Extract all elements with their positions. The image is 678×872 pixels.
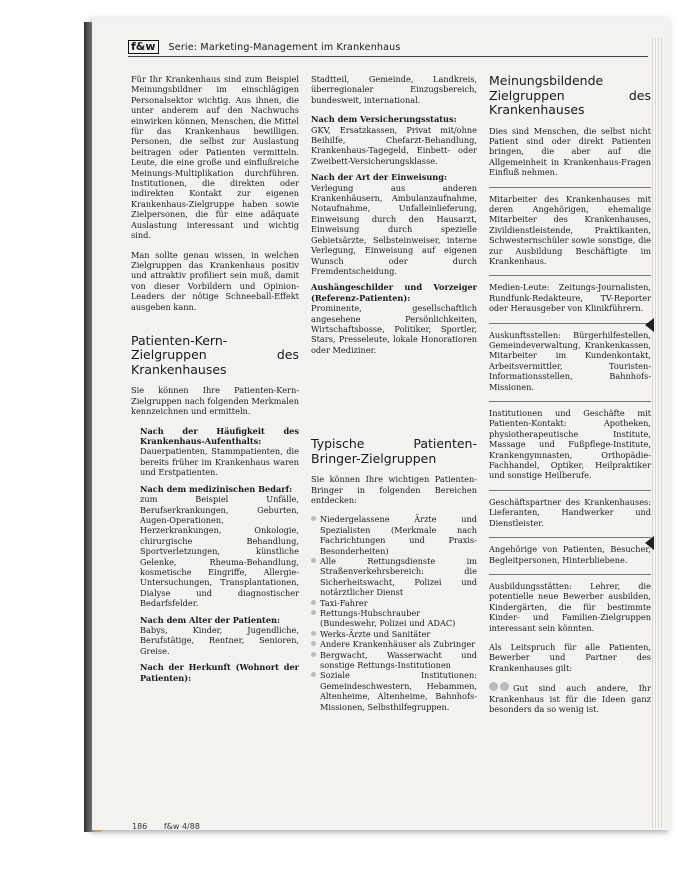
criterion-title: Aushängeschilder und Vorzeiger (Referenz-Patienten): <box>311 282 477 303</box>
paragraph: Medien-Leute: Zeitungs-Journalisten, Rundfunk-Redakteure, TV-Reporter oder Herausgeber von Klinikführern. <box>489 282 651 314</box>
criterion-block <box>131 484 299 609</box>
list-item: Werks-Ärzte und Sanitäter <box>311 629 477 639</box>
divider <box>489 537 651 538</box>
paragraph: Ausbildungsstätten: Lehrer, die potentielle neue Bewerber ausbilden, Kindergärten, die für bestimmte Kinder- und Familien-Zielgruppen interessant sein könnten. <box>489 580 651 633</box>
paragraph: Als Leitspruch für alle Patienten, Bewerber und Partner des Krankenhauses gilt: <box>489 641 651 673</box>
paragraph: Geschäftspartner des Krankenhauses: Lieferanten, Handwerker und Dienstleister. <box>489 496 651 528</box>
series-title: Serie: Marketing-Management im Krankenhaus <box>168 41 401 53</box>
list-item: Soziale Institutionen: Gemeindeschwestern, Hebammen, Altenheime, Altenheime, Bahnhofs-Missionen, Selbsthilfegruppen. <box>311 670 477 712</box>
criterion-text: Verlegung aus anderen Krankenhäusern, Ambulanzaufnahme, Notaufnahme, Unfalleinlieferung, Einweisung durch den Hausarzt, Einweisung durch spezielle Gebietsärzte, Selbsteinweiser, interne Verlegung, Einweisung auf eigenen Wunsch oder durch Fremdentscheidung. <box>311 182 477 276</box>
issue-label: f&w 4/88 <box>163 822 200 831</box>
paragraph: Dies sind Menschen, die selbst nicht Patient sind oder direkt Patienten bringen, die aber auf die Allgemeinheit in Krankenhaus-Fragen Einfluß nehmen. <box>489 125 651 178</box>
quote-text: Gut sind auch andere, Ihr Krankenhaus ist für die Ideen ganz besonders da so wenig ist. <box>489 683 651 714</box>
quote-marker-icon <box>489 682 513 693</box>
criterion-block <box>131 662 299 683</box>
criterion-text: Dauerpatienten, Stammpatienten, die bereits früher im Krankenhaus waren und Erstpatienten. <box>140 446 299 478</box>
paragraph: Mitarbeiter des Krankenhauses mit deren Angehörigen, ehemalige Mitarbeiter des Krankenhauses, Zivildienstleistende, Praktikanten, Schwesternschüler sowie sonstige, die zur Ausbildung Beschäftigte im Krankenhaus. <box>489 193 651 266</box>
criterion-title: Nach dem medizinischen Bedarf: <box>140 483 293 494</box>
criterion-text: Prominente, gesellschaftlich angesehene Persönlichkeiten, Wirtschaftsbosse, Politiker, Sportler, Stars, Presseleute, lokale Honoratioren oder Mediziner. <box>311 303 477 355</box>
paragraph: Sie können Ihre wichtigen Patienten-Bringer in folgenden Bereichen entdecken: <box>311 474 477 505</box>
divider <box>489 574 651 575</box>
journal-logo: f&w <box>128 40 159 54</box>
paragraph: Man sollte genau wissen, in welchen Zielgruppen das Krankenhaus positiv und attraktiv profiliert sein muß, damit von dieser Vorbildern und Opinion-Leaders der nötige Schneeball-Effekt ausgeben kann. <box>131 249 299 312</box>
list-item: Bergwacht, Wasserwacht und sonstige Rettungs-Institutionen <box>311 650 477 671</box>
list-item: Rettungs-Hubschrauber (Bundeswehr, Polizei und ADAC) <box>311 608 477 629</box>
criterion-block <box>131 426 299 478</box>
criterion-block <box>131 615 299 657</box>
criterion-title: Nach dem Versicherungsstatus: <box>311 114 457 125</box>
criterion-text: GKV, Ersatzkassen, Privat mit/ohne Beihilfe, Chefarzt-Behandlung, Krankenhaus-Tagegeld, Einbett- oder Zweibett-Versicherungsklasse. <box>311 124 477 166</box>
paragraph: Auskunftsstellen: Bürgerhilfestellen, Gemeindeverwaltung, Krankenkassen, Mitarbeiter im Kundenkontakt, Arbeitsvermittler, Touristen-Informationsstellen, Bahnhofs-Missionen. <box>489 329 651 392</box>
criterion-block <box>311 114 477 166</box>
criterion-text: zum Beispiel Unfälle, Berufserkrankungen, Geburten, Augen-Operationen, Herzerkrankungen, Onkologie, chirurgische Behandlung, Sportverletzungen, künstliche Gelenke, Rheuma-Behandlung, kosmetische Eingriffe, Allergie-Untersuchungen, Transplantationen, Dialyse und diagnostischer Bedarfsfelder. <box>140 494 299 609</box>
list-item: Niedergelassene Ärzte und Spezialisten (Merkmale nach Fachrichtungen und Praxis-Besonderheiten) <box>311 514 477 556</box>
criterion-block <box>311 172 477 276</box>
paragraph: Institutionen und Geschäfte mit Patienten-Kontakt: Apotheken, physiotherapeutische Institute, Massage und Fußpflege-Institute, Krankengymnasten, Orthopädie-Fachhandel, Optiker, Heilpraktiker und sonstige Heilberufe. <box>489 408 651 481</box>
section-heading: Meinungsbildende Zielgruppen des Krankenhauses <box>489 73 651 117</box>
column-3 <box>489 74 651 723</box>
list-item: Andere Krankenhäuser als Zubringer <box>311 639 477 649</box>
criterion-text: Babys, Kinder, Jugendliche, Berufstätige, Rentner, Senioren, Greise. <box>140 624 299 656</box>
criterion-block <box>311 282 477 355</box>
list-item: Taxi-Fahrer <box>311 598 477 608</box>
criterion-title: Nach dem Alter der Patienten: <box>140 614 281 625</box>
column-1 <box>131 74 299 689</box>
page-edge <box>652 38 662 828</box>
page-footer <box>132 822 200 831</box>
list-item: Alle Rettungsdienste im Straßenverkehrsbereich: die Sicherheitswacht, Polizei und notärztlicher Dienst <box>311 556 477 598</box>
section-heading: Typische Patienten-Bringer-Zielgruppen <box>311 436 477 466</box>
criterion-title: Nach der Häufigkeit des Krankenhaus-Aufenthalts: <box>140 425 299 447</box>
page-header <box>128 38 648 57</box>
page-number: 186 <box>132 822 148 831</box>
paragraph: Für Ihr Krankenhaus sind zum Beispiel Meinungsbildner im einschlägigen Personalsektor wichtig. Aus ihnen, die unter anderem auf den Nachwuchs einwirken können, Menschen, die Mittel für das Krankenhaus bewilligen. Personen, die selbst zur Auslastung beitragen oder Patienten vermitteln. Leute, die eine große und einflußreiche Meinungs-Multiplikation durchführen. Institutionen, die direkten oder indirekten Kontakt zur eigenen Krankenhaus-Zielgruppe haben sowie Zielpersonen, die für eine adäquate Auslastung interessant und wichtig sind. <box>131 74 299 241</box>
quote-paragraph <box>489 682 651 714</box>
criterion-title: Nach der Herkunft (Wohnort der Patienten): <box>140 662 299 683</box>
divider <box>489 275 651 276</box>
divider <box>489 323 651 324</box>
paragraph: Sie können Ihre Patienten-Kern-Zielgruppen nach folgenden Merkmalen kennzeichnen und ermitteln. <box>131 385 299 417</box>
divider <box>489 187 651 188</box>
paragraph: Stadtteil, Gemeinde, Landkreis, überregionaler Einzugsbereich, bundesweit, international. <box>311 74 477 105</box>
divider <box>489 490 651 491</box>
criterion-title: Nach der Art der Einweisung: <box>311 172 448 183</box>
column-2 <box>311 74 477 712</box>
bringer-list <box>311 514 477 712</box>
section-heading: Patienten-Kern-Zielgruppen des Krankenhauses <box>131 332 299 377</box>
paragraph: Angehörige von Patienten, Besucher, Begleitpersonen, Hinterbliebene. <box>489 544 651 565</box>
divider <box>489 401 651 402</box>
